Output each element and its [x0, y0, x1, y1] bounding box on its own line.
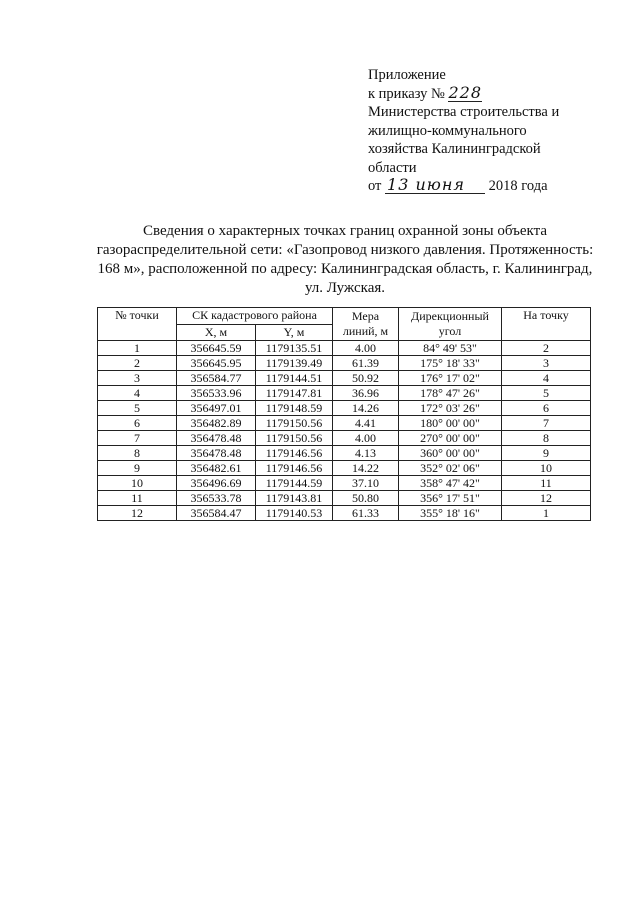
table-row — [98, 476, 591, 491]
cell-y: 1179144.51 — [256, 371, 333, 386]
header-to-point: На точку — [502, 308, 591, 341]
cell-x: 356533.78 — [177, 491, 256, 506]
cell-point-number: 8 — [98, 446, 177, 461]
appendix-block — [368, 66, 618, 196]
cell-to-point: 1 — [502, 506, 591, 521]
heading-line-2: газораспределительной сети: «Газопровод низкого давления. Протяженность: — [96, 242, 594, 258]
order-prefix: к приказу № — [368, 85, 445, 102]
cell-point-number: 11 — [98, 491, 177, 506]
cell-direction-angle: 84° 49' 53" — [399, 341, 502, 356]
cell-line-measure: 14.22 — [333, 461, 399, 476]
cell-to-point: 7 — [502, 416, 591, 431]
cell-y: 1179147.81 — [256, 386, 333, 401]
order-number-underline — [448, 82, 483, 102]
order-number-line — [368, 82, 618, 104]
heading-line-1: Сведения о характерных точках границ охранной зоны объекта — [142, 223, 548, 239]
document-heading — [80, 222, 610, 298]
ministry-line-2: жилищно-коммунального — [368, 122, 527, 139]
cell-direction-angle: 178° 47' 26" — [399, 386, 502, 401]
cell-y: 1179139.49 — [256, 356, 333, 371]
cell-direction-angle: 172° 03' 26" — [399, 401, 502, 416]
order-number-handwritten: 228 — [448, 82, 483, 102]
cell-direction-angle: 355° 18' 16" — [399, 506, 502, 521]
cell-direction-angle: 175° 18' 33" — [399, 356, 502, 371]
date-underline — [385, 175, 485, 194]
order-date-line — [368, 177, 618, 196]
cell-to-point: 9 — [502, 446, 591, 461]
boundary-points-table — [97, 307, 591, 521]
cell-to-point: 2 — [502, 341, 591, 356]
cell-point-number: 4 — [98, 386, 177, 401]
cell-y: 1179143.81 — [256, 491, 333, 506]
table-row — [98, 371, 591, 386]
cell-y: 1179146.56 — [256, 461, 333, 476]
date-handwritten: 13 июня — [387, 175, 465, 194]
cell-line-measure: 50.80 — [333, 491, 399, 506]
cell-to-point: 10 — [502, 461, 591, 476]
cell-x: 356482.89 — [177, 416, 256, 431]
cell-y: 1179146.56 — [256, 446, 333, 461]
cell-direction-angle: 360° 00' 00" — [399, 446, 502, 461]
cell-line-measure: 37.10 — [333, 476, 399, 491]
appendix-title: Приложение — [368, 67, 446, 83]
header-sk-cadastral-district: СК кадастрового района — [177, 308, 333, 325]
cell-line-measure: 61.39 — [333, 356, 399, 371]
header-x: X, м — [177, 325, 256, 341]
cell-to-point: 5 — [502, 386, 591, 401]
cell-line-measure: 4.00 — [333, 431, 399, 446]
table-row — [98, 341, 591, 356]
header-direction-angle — [399, 308, 502, 341]
table-row — [98, 356, 591, 371]
cell-point-number: 2 — [98, 356, 177, 371]
cell-line-measure: 36.96 — [333, 386, 399, 401]
cell-point-number: 10 — [98, 476, 177, 491]
ministry-line-3: хозяйства Калининградской — [368, 141, 541, 157]
cell-direction-angle: 176° 17' 02" — [399, 371, 502, 386]
table-row — [98, 461, 591, 476]
ministry-line-1: Министерства строительства и — [368, 104, 560, 120]
table-row — [98, 401, 591, 416]
cell-x: 356497.01 — [177, 401, 256, 416]
header-line-measure-1: Мера — [351, 309, 380, 323]
table-row — [98, 386, 591, 401]
table-body — [98, 341, 591, 521]
cell-line-measure: 61.33 — [333, 506, 399, 521]
table-row — [98, 446, 591, 461]
cell-to-point: 11 — [502, 476, 591, 491]
header-y: Y, м — [256, 325, 333, 341]
header-line-measure — [333, 308, 399, 341]
cell-x: 356645.95 — [177, 356, 256, 371]
date-prefix: от — [368, 178, 382, 194]
cell-point-number: 5 — [98, 401, 177, 416]
cell-x: 356584.77 — [177, 371, 256, 386]
cell-to-point: 4 — [502, 371, 591, 386]
cell-to-point: 6 — [502, 401, 591, 416]
table-row — [98, 431, 591, 446]
ministry-line-4: области — [368, 159, 417, 176]
cell-point-number: 1 — [98, 341, 177, 356]
cell-point-number: 12 — [98, 506, 177, 521]
cell-line-measure: 4.13 — [333, 446, 399, 461]
cell-y: 1179150.56 — [256, 416, 333, 431]
cell-direction-angle: 358° 47' 42" — [399, 476, 502, 491]
header-direction-angle-1: Дирекционный — [411, 309, 489, 323]
header-point-number: № точки — [98, 308, 177, 341]
date-year: 2018 года — [488, 178, 548, 194]
cell-to-point: 12 — [502, 491, 591, 506]
cell-point-number: 6 — [98, 416, 177, 431]
cell-x: 356478.48 — [177, 431, 256, 446]
cell-to-point: 3 — [502, 356, 591, 371]
cell-x: 356533.96 — [177, 386, 256, 401]
cell-x: 356645.59 — [177, 341, 256, 356]
table-row — [98, 416, 591, 431]
header-line-measure-2: линий, м — [342, 324, 389, 338]
cell-y: 1179148.59 — [256, 401, 333, 416]
cell-y: 1179140.53 — [256, 506, 333, 521]
cell-line-measure: 14.26 — [333, 401, 399, 416]
cell-line-measure: 4.00 — [333, 341, 399, 356]
cell-direction-angle: 180° 00' 00" — [399, 416, 502, 431]
cell-point-number: 9 — [98, 461, 177, 476]
heading-line-4: ул. Лужская. — [304, 280, 386, 296]
cell-point-number: 7 — [98, 431, 177, 446]
cell-y: 1179150.56 — [256, 431, 333, 446]
header-direction-angle-2: угол — [438, 324, 462, 338]
cell-x: 356584.47 — [177, 506, 256, 521]
cell-line-measure: 4.41 — [333, 416, 399, 431]
cell-x: 356482.61 — [177, 461, 256, 476]
cell-line-measure: 50.92 — [333, 371, 399, 386]
cell-x: 356496.69 — [177, 476, 256, 491]
cell-y: 1179135.51 — [256, 341, 333, 356]
cell-direction-angle: 356° 17' 51" — [399, 491, 502, 506]
cell-to-point: 8 — [502, 431, 591, 446]
heading-line-3: 168 м», расположенной по адресу: Калининградская область, г. Калининград, — [97, 261, 593, 277]
cell-point-number: 3 — [98, 371, 177, 386]
cell-x: 356478.48 — [177, 446, 256, 461]
table-row — [98, 491, 591, 506]
cell-direction-angle: 352° 02' 06" — [399, 461, 502, 476]
cell-y: 1179144.59 — [256, 476, 333, 491]
table-row — [98, 506, 591, 521]
cell-direction-angle: 270° 00' 00" — [399, 431, 502, 446]
